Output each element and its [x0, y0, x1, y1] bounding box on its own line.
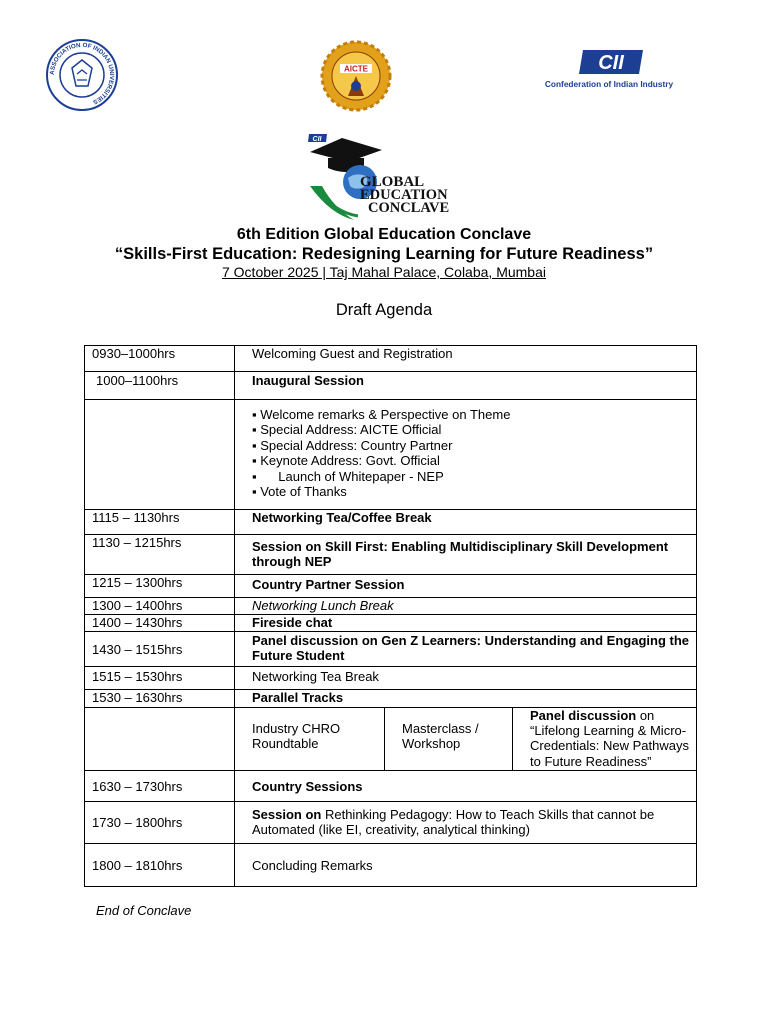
session-cell: Networking Tea/Coffee Break	[235, 510, 697, 535]
table-row	[85, 802, 697, 844]
time-cell: 1400 – 1430hrs	[85, 615, 235, 632]
svg-text:ASSOCIATION OF INDIAN UNIVERSI: ASSOCIATION OF INDIAN UNIVERSITIES	[48, 41, 116, 106]
svg-text:AICTE: AICTE	[344, 64, 368, 74]
aicte-logo	[318, 40, 394, 112]
list-item: ▪ Special Address: Country Partner	[252, 437, 453, 453]
time-cell: 1115 – 1130hrs	[85, 510, 235, 535]
session-cell: Concluding Remarks	[235, 844, 697, 887]
svg-text:CII: CII	[598, 52, 624, 74]
svg-text:EDUCATION: EDUCATION	[360, 187, 448, 203]
edition-title: 6th Edition Global Education Conclave	[236, 226, 532, 243]
list-item: ▪ Special Address: AICTE Official	[252, 422, 442, 438]
date-venue: 7 October 2025 | Taj Mahal Palace, Colaba, Mumbai	[221, 264, 546, 280]
session-cell: Country Partner Session	[235, 575, 697, 598]
table-row	[85, 632, 697, 667]
list-item: ▪ Keynote Address: Govt. Official	[252, 453, 440, 469]
session-cell: Inaugural Session	[235, 372, 697, 400]
table-row	[85, 667, 697, 690]
global-education-conclave-logo	[300, 128, 466, 226]
table-row	[85, 771, 697, 802]
time-cell: 1130 – 1215hrs	[85, 535, 235, 575]
track-masterclass: Masterclass / Workshop	[385, 708, 513, 770]
table-row	[85, 346, 697, 372]
theme-title: “Skills-First Education: Redesigning Learning for Future Readiness”	[114, 245, 654, 263]
session-list	[235, 400, 697, 510]
session-cell: Welcoming Guest and Registration	[235, 346, 697, 372]
parallel-tracks	[235, 708, 696, 770]
list-item: ▪ Welcome remarks & Perspective on Theme	[252, 407, 511, 422]
cii-logo	[543, 38, 686, 94]
session-cell: Networking Tea Break	[235, 667, 697, 690]
parallel-tracks-cell	[235, 708, 697, 771]
time-cell: 0930–1000hrs	[85, 346, 235, 372]
agenda-table	[84, 345, 697, 887]
time-cell: 1300 – 1400hrs	[85, 598, 235, 615]
session-cell: Parallel Tracks	[235, 690, 697, 708]
table-row	[85, 690, 697, 708]
list-item: ▪ Launch of Whitepaper - NEP	[252, 468, 444, 484]
svg-text:CII: CII	[312, 136, 322, 143]
time-cell: 1515 – 1530hrs	[85, 667, 235, 690]
session-cell: Fireside chat	[235, 615, 697, 632]
time-cell: 1215 – 1300hrs	[85, 575, 235, 598]
agenda-heading: Draft Agenda	[335, 301, 433, 319]
list-item: ▪ Vote of Thanks	[252, 484, 347, 500]
svg-text:CONCLAVE: CONCLAVE	[368, 200, 450, 216]
table-row	[85, 575, 697, 598]
svg-text:Confederation of Indian Indust: Confederation of Indian Industry	[544, 79, 674, 89]
time-cell: 1000–1100hrs	[85, 372, 235, 400]
time-cell: 1630 – 1730hrs	[85, 771, 235, 802]
session-cell	[235, 802, 697, 844]
panel-topic: on “Lifelong Learning & Micro-Credentials: New Pathways to Future Readiness”	[530, 708, 689, 769]
table-row	[85, 400, 697, 510]
table-row	[85, 615, 697, 632]
session-cell: Panel discussion on Gen Z Learners: Understanding and Engaging the Future Student	[235, 632, 697, 667]
time-cell: 1530 – 1630hrs	[85, 690, 235, 708]
table-row	[85, 535, 697, 575]
table-row	[85, 372, 697, 400]
time-cell	[85, 708, 235, 771]
session-label: Session on	[252, 807, 322, 822]
session-topic: Rethinking Pedagogy: How to Teach Skills that cannot be Automated (like EI, creativity, analytical thinking)	[252, 807, 655, 837]
aiu-logo	[44, 38, 120, 112]
end-of-conclave: End of Conclave	[96, 903, 192, 918]
track-panel-discussion	[513, 708, 696, 770]
track-chro-roundtable: Industry CHRO Roundtable	[235, 708, 385, 770]
svg-text:GLOBAL: GLOBAL	[360, 174, 425, 190]
time-cell: 1730 – 1800hrs	[85, 802, 235, 844]
panel-label: Panel discussion	[530, 708, 637, 723]
time-cell: 1800 – 1810hrs	[85, 844, 235, 887]
session-cell: Session on Skill First: Enabling Multidisciplinary Skill Development through NEP	[235, 535, 697, 575]
table-row	[85, 844, 697, 887]
time-cell	[85, 400, 235, 510]
session-cell: Country Sessions	[235, 771, 697, 802]
table-row	[85, 510, 697, 535]
table-row	[85, 598, 697, 615]
time-cell: 1430 – 1515hrs	[85, 632, 235, 667]
table-row	[85, 708, 697, 771]
session-cell: Networking Lunch Break	[235, 598, 697, 615]
